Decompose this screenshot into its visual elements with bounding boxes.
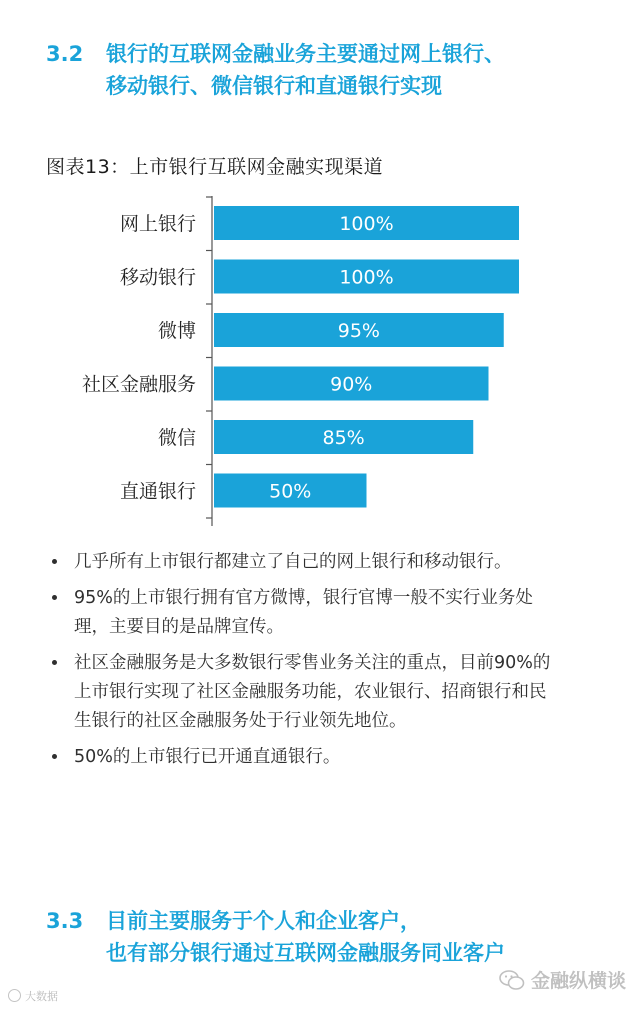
- bullet-text: 95%的上市银行拥有官方微博，银行官博一般不实行业务处理，主要目的是品牌宣传。: [74, 588, 533, 637]
- category-label: 社区金融服务: [81, 373, 196, 396]
- section-title-line1: 目前主要服务于个人和企业客户，: [106, 909, 421, 933]
- bullet-dot-icon: [52, 754, 57, 759]
- bullet-text: 几乎所有上市银行都建立了自己的网上银行和移动银行。: [74, 552, 512, 572]
- section-title-line1: 银行的互联网金融业务主要通过网上银行、: [106, 42, 505, 66]
- section-number: 3.2: [46, 42, 84, 66]
- bullet-item: [52, 548, 552, 577]
- bar-value-label: 50%: [269, 480, 312, 503]
- bar-chart: [0, 196, 640, 526]
- watermark: [499, 966, 626, 993]
- bullet-dot-icon: [52, 559, 57, 564]
- figure-title: 图表13：上市银行互联网金融实现渠道: [46, 156, 384, 178]
- bullet-text: 50%的上市银行已开通直通银行。: [74, 747, 341, 767]
- wechat-icon: [499, 970, 525, 990]
- bullet-item: [52, 743, 552, 772]
- bullet-item: [52, 649, 552, 736]
- category-label: 微信: [157, 427, 196, 449]
- section-heading-3-2: [46, 38, 626, 102]
- section-heading-3-3: [46, 905, 626, 969]
- bullet-dot-icon: [52, 660, 57, 665]
- bar-value-label: 100%: [339, 213, 394, 235]
- source-logo-icon: [8, 989, 21, 1002]
- section-number: 3.3: [46, 909, 84, 933]
- category-label: 网上银行: [119, 213, 196, 235]
- bar-value-label: 95%: [337, 320, 380, 342]
- section-title-line2: 移动银行、微信银行和直通银行实现: [106, 74, 442, 98]
- category-label: 移动银行: [119, 266, 196, 289]
- bullet-text: 社区金融服务是大多数银行零售业务关注的重点，目前90%的上市银行实现了社区金融服务功能，农业银行、招商银行和民生银行的社区金融服务处于行业领先地位。: [74, 653, 551, 731]
- bar-value-label: 100%: [339, 266, 394, 289]
- footer-source-text: 大数据: [25, 990, 58, 1003]
- watermark-text: 金融纵横谈: [530, 970, 626, 992]
- bar-value-label: 85%: [322, 427, 365, 449]
- footer-source: [8, 988, 58, 1004]
- bar-value-label: 90%: [330, 373, 373, 396]
- bullet-dot-icon: [52, 595, 57, 600]
- bullet-item: [52, 584, 552, 642]
- bullet-list: [52, 548, 552, 779]
- category-label: 直通银行: [119, 480, 196, 503]
- category-label: 微博: [157, 320, 196, 342]
- section-title-line2: 也有部分银行通过互联网金融服务同业客户: [106, 941, 505, 965]
